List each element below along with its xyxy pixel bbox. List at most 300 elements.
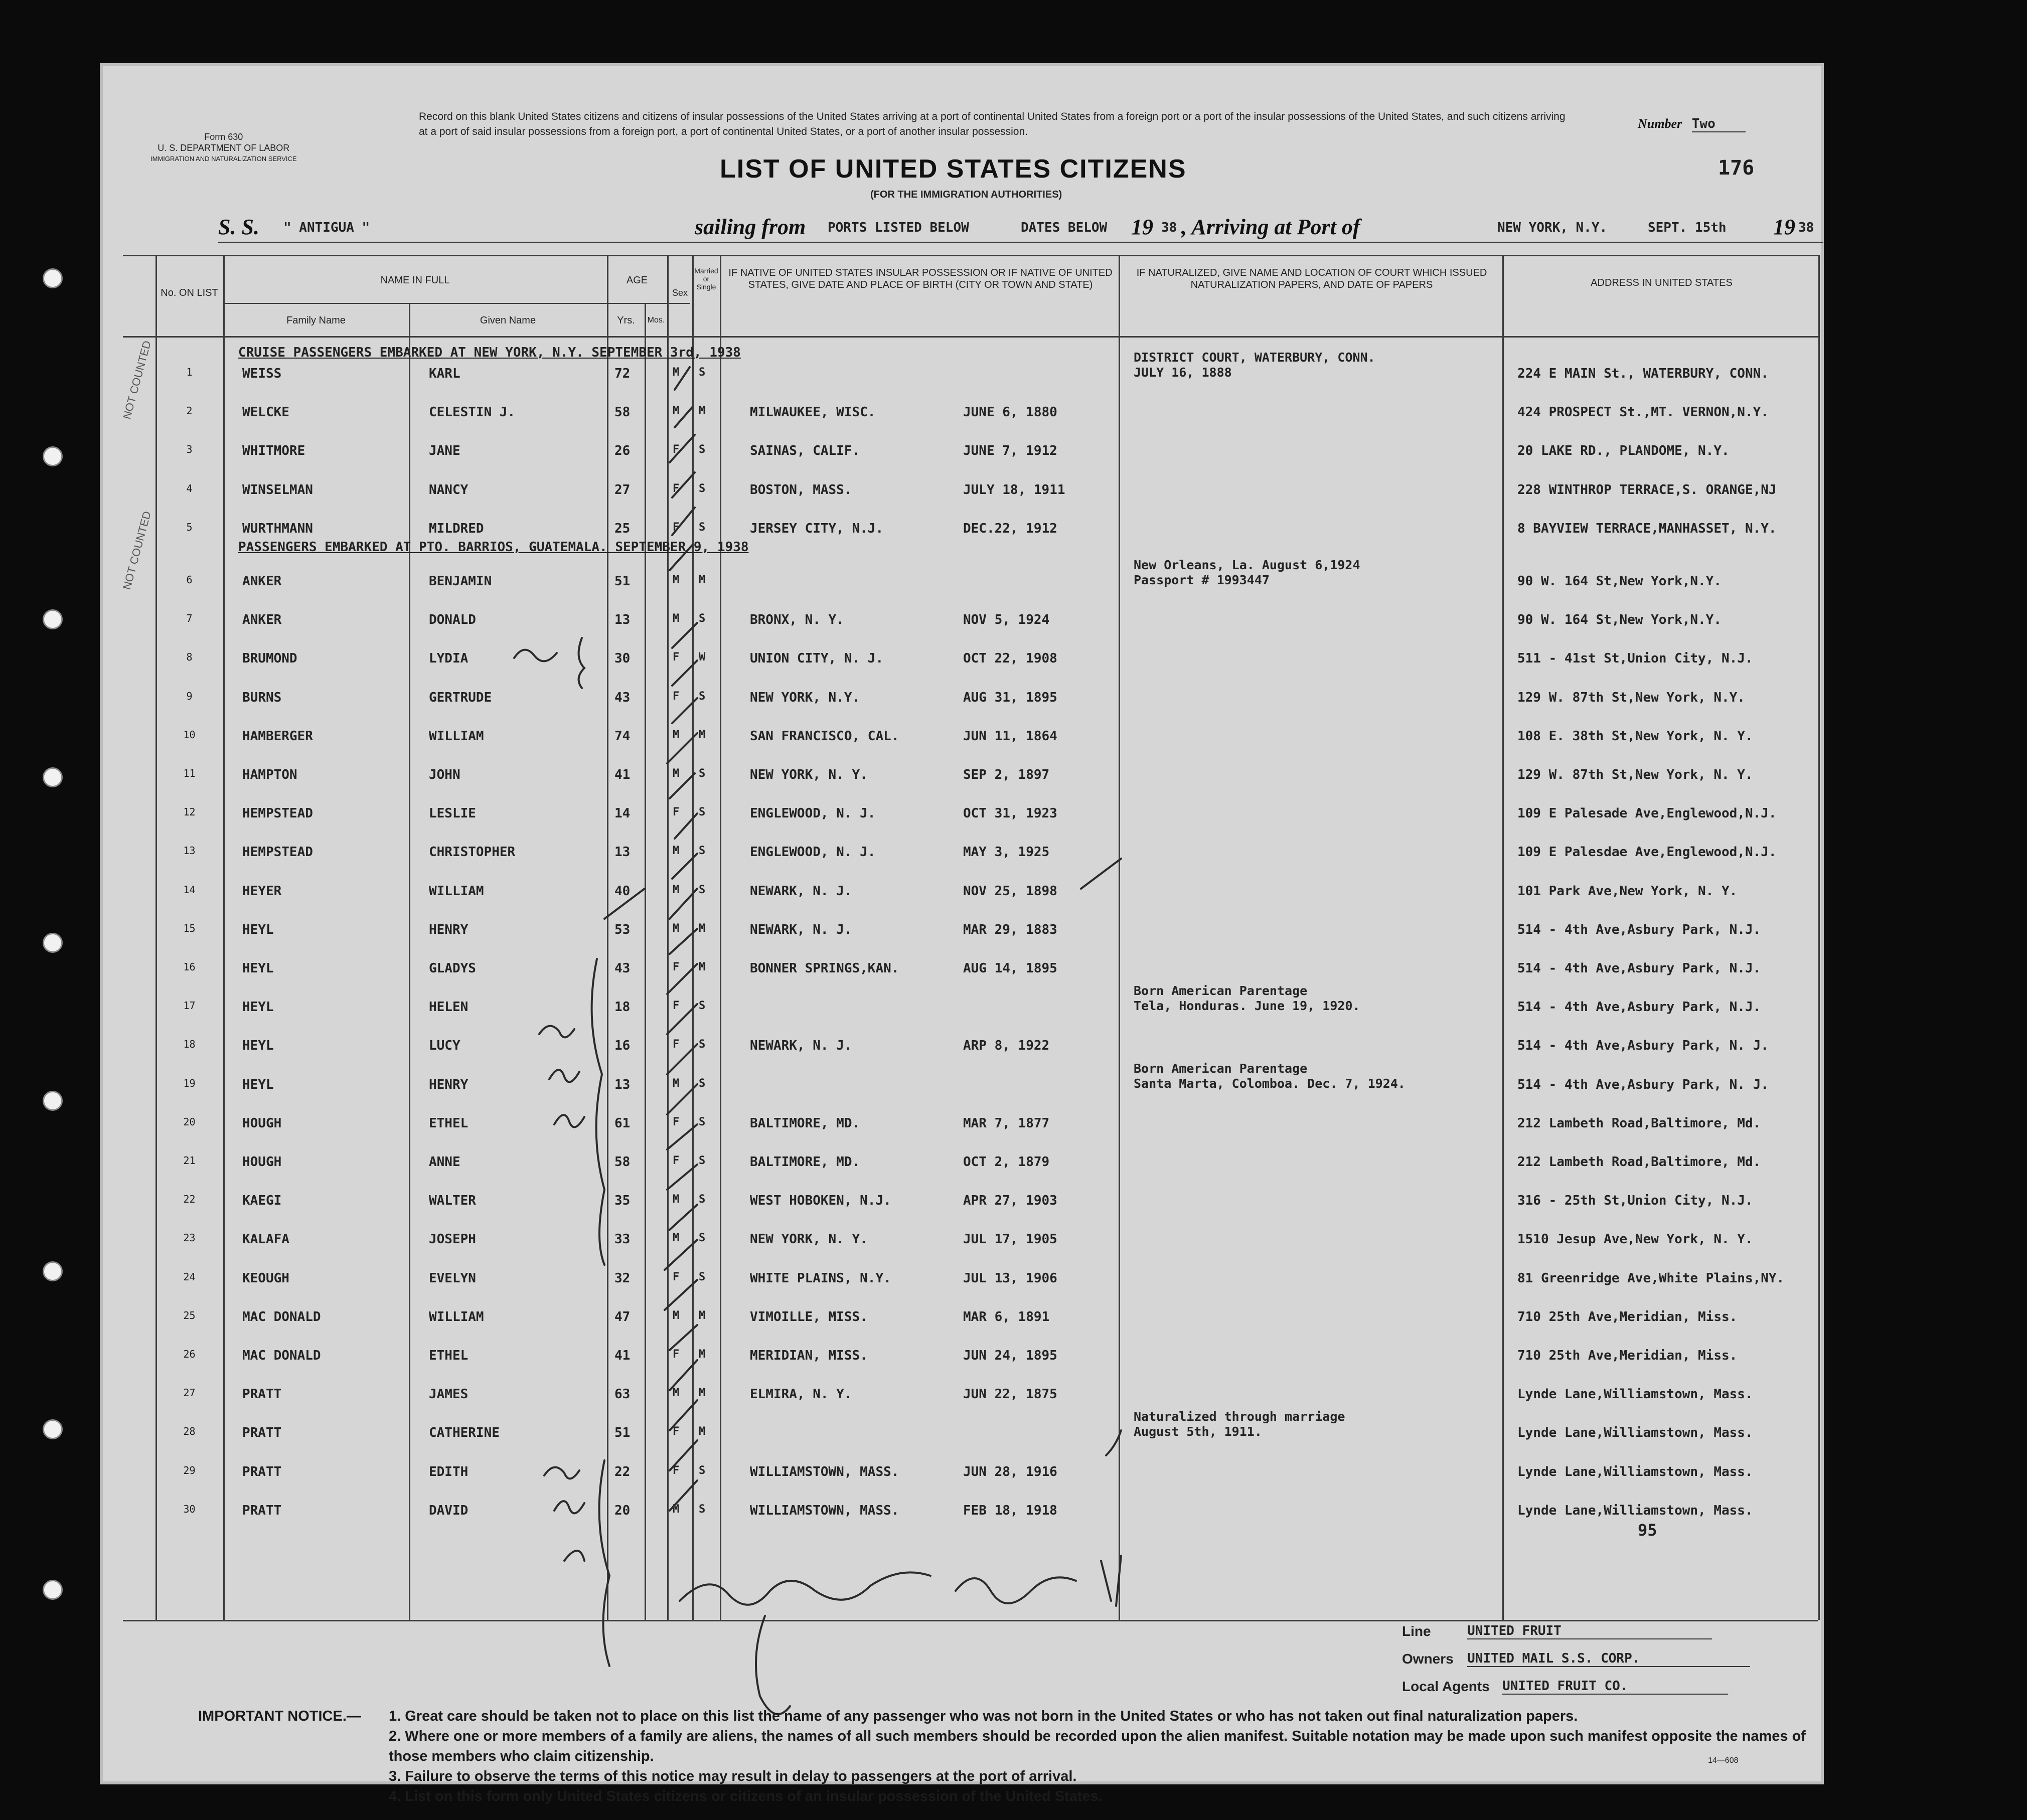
given-name: LESLIE <box>429 806 476 821</box>
binder-hole <box>43 446 63 466</box>
birth-place: SAN FRANCISCO, CAL. <box>750 728 899 744</box>
age-years: 43 <box>614 690 631 705</box>
birth-date: JUN 24, 1895 <box>963 1348 1057 1363</box>
marital-status: S <box>699 1503 706 1516</box>
marital-status: S <box>699 443 706 456</box>
agents-value: UNITED FRUIT CO. <box>1502 1679 1728 1695</box>
binder-hole <box>43 609 63 629</box>
sex: M <box>673 1387 680 1400</box>
age-years: 26 <box>614 443 631 459</box>
age-years: 47 <box>614 1309 631 1325</box>
notice-item-1: 1. Great care should be taken not to place on this list the name of any passenger who was not born in the United States or who has not taken out final naturalization papers. <box>389 1708 1578 1724</box>
address: 514 - 4th Ave,Asbury Park, N.J. <box>1517 1000 1761 1015</box>
birth-place: WILLIAMSTOWN, MASS. <box>750 1503 899 1518</box>
sex: F <box>673 690 680 703</box>
sex: M <box>673 366 680 379</box>
line-label: Line <box>1402 1623 1431 1639</box>
family-name: HEYL <box>242 961 274 976</box>
naturalization-note-line: Born American Parentage <box>1134 1061 1308 1076</box>
birth-place: JERSEY CITY, N.J. <box>750 521 884 536</box>
col-no-on-list: No. ON LIST <box>161 287 218 298</box>
given-name: LUCY <box>429 1038 460 1054</box>
ship-name: " ANTIGUA " <box>283 220 370 235</box>
marital-status: S <box>699 1000 706 1013</box>
family-name: HEYL <box>242 1077 274 1092</box>
row-number: 3 <box>186 443 193 456</box>
given-name: WILLIAM <box>429 728 484 744</box>
age-years: 30 <box>614 651 631 667</box>
birth-date: ARP 8, 1922 <box>963 1038 1050 1054</box>
section-cruise: CRUISE PASSENGERS EMBARKED AT NEW YORK, N.Y. SEPTEMBER 3rd, 1938 <box>238 345 741 360</box>
age-years: 13 <box>614 1077 631 1092</box>
family-name: HEYL <box>242 922 274 937</box>
marital-status: S <box>699 1038 706 1051</box>
marital-status: S <box>699 482 706 495</box>
birth-place: MERIDIAN, MISS. <box>750 1348 868 1363</box>
number-label: Number <box>1638 116 1682 131</box>
age-years: 25 <box>614 521 631 536</box>
address: 514 - 4th Ave,Asbury Park, N. J. <box>1517 1038 1769 1054</box>
row-number: 27 <box>183 1387 196 1399</box>
sex: F <box>673 961 680 973</box>
family-name: KAEGI <box>242 1193 282 1209</box>
marital-status: S <box>699 767 706 780</box>
arrival-date: SEPT. 15th <box>1648 220 1727 235</box>
row-number: 18 <box>183 1038 196 1051</box>
address: 101 Park Ave,New York, N. Y. <box>1517 883 1738 899</box>
family-name: PRATT <box>242 1464 282 1479</box>
sex: F <box>673 1000 680 1013</box>
sex: M <box>673 1503 680 1516</box>
birth-place: BRONX, N. Y. <box>750 612 844 628</box>
page-title: LIST OF UNITED STATES CITIZENS <box>720 154 1187 184</box>
given-name: ETHEL <box>429 1348 469 1363</box>
birth-date: JUN 22, 1875 <box>963 1387 1057 1402</box>
agents-label: Local Agents <box>1402 1679 1490 1694</box>
birth-date: JUN 11, 1864 <box>963 728 1057 744</box>
birth-date: AUG 31, 1895 <box>963 690 1057 705</box>
family-name: HAMPTON <box>242 767 297 782</box>
given-name: JOHN <box>429 767 460 782</box>
row-number: 7 <box>186 612 193 625</box>
age-years: 22 <box>614 1464 631 1479</box>
age-years: 40 <box>614 883 631 899</box>
row-number: 15 <box>183 922 196 934</box>
age-years: 16 <box>614 1038 631 1054</box>
birth-place: UNION CITY, N. J. <box>750 651 884 667</box>
birth-date: JUNE 7, 1912 <box>963 443 1057 459</box>
birth-date: JUL 13, 1906 <box>963 1270 1057 1286</box>
given-name: KARL <box>429 366 460 381</box>
age-years: 32 <box>614 1270 631 1286</box>
address: Lynde Lane,Williamstown, Mass. <box>1517 1503 1753 1518</box>
sex: F <box>673 1115 680 1128</box>
age-years: 74 <box>614 728 631 744</box>
age-years: 14 <box>614 806 631 821</box>
row-number: 1 <box>186 366 193 378</box>
age-years: 72 <box>614 366 631 381</box>
family-name: PRATT <box>242 1503 282 1518</box>
row-number: 9 <box>186 690 193 702</box>
marital-status: S <box>699 1464 706 1477</box>
sex: M <box>673 1232 680 1245</box>
family-name: HEYL <box>242 1000 274 1015</box>
age-years: 13 <box>614 845 631 860</box>
naturalization-note-line: JULY 16, 1888 <box>1134 365 1232 380</box>
birth-date: JULY 18, 1911 <box>963 482 1065 498</box>
department-name: U. S. DEPARTMENT OF LABOR <box>158 143 290 153</box>
owners-value: UNITED MAIL S.S. CORP. <box>1467 1651 1750 1667</box>
col-age-months: Mos. <box>647 316 665 324</box>
row-number: 8 <box>186 651 193 664</box>
naturalization-note-line: August 5th, 1911. <box>1134 1424 1262 1439</box>
year1-prefix: 19 <box>1131 215 1153 239</box>
sex: M <box>673 1077 680 1090</box>
row-number: 24 <box>183 1270 196 1283</box>
family-name: HAMBERGER <box>242 728 313 744</box>
section-barrios: PASSENGERS EMBARKED AT PTO. BARRIOS, GUATEMALA. SEPTEMBER 9, 1938 <box>238 540 749 555</box>
given-name: CHRISTOPHER <box>429 845 516 860</box>
address: 109 E Palesdae Ave,Englewood,N.J. <box>1517 845 1777 860</box>
col-given-name: Given Name <box>480 315 536 326</box>
address: Lynde Lane,Williamstown, Mass. <box>1517 1387 1753 1402</box>
family-name: HOUGH <box>242 1115 282 1131</box>
sex: M <box>673 1193 680 1206</box>
given-name: GLADYS <box>429 961 476 976</box>
address: 710 25th Ave,Meridian, Miss. <box>1517 1348 1738 1363</box>
birth-place: ENGLEWOOD, N. J. <box>750 845 876 860</box>
marital-status: S <box>699 883 706 896</box>
birth-place: NEWARK, N. J. <box>750 1038 852 1054</box>
page-subtitle: (FOR THE IMMIGRATION AUTHORITIES) <box>870 189 1062 200</box>
address: 81 Greenridge Ave,White Plains,NY. <box>1517 1270 1785 1286</box>
address: 514 - 4th Ave,Asbury Park, N.J. <box>1517 961 1761 976</box>
family-name: HEMPSTEAD <box>242 845 313 860</box>
family-name: KEOUGH <box>242 1270 289 1286</box>
row-number: 14 <box>183 883 196 896</box>
row-number: 22 <box>183 1193 196 1206</box>
row-number: 10 <box>183 728 196 741</box>
row-number: 16 <box>183 961 196 973</box>
ss-label: S. S. <box>218 215 259 239</box>
family-name: WINSELMAN <box>242 482 313 498</box>
given-name: JANE <box>429 443 460 459</box>
owners-field <box>1402 1651 1640 1667</box>
marital-status: S <box>699 1270 706 1283</box>
row-number: 6 <box>186 574 193 586</box>
arriving-label: , Arriving at Port of <box>1181 215 1360 239</box>
age-years: 20 <box>614 1503 631 1518</box>
row-number: 30 <box>183 1503 196 1515</box>
marital-status: S <box>699 521 706 534</box>
given-name: NANCY <box>429 482 469 498</box>
notice-item-3: 3. Failure to observe the terms of this notice may result in delay to passengers at the port of arrival. <box>389 1768 1077 1784</box>
marital-status: S <box>699 1115 706 1128</box>
marital-status: S <box>699 1193 706 1206</box>
sex: F <box>673 1154 680 1167</box>
address: 90 W. 164 St,New York,N.Y. <box>1517 574 1722 589</box>
birth-date: SEP 2, 1897 <box>963 767 1050 782</box>
family-name: KALAFA <box>242 1232 289 1247</box>
address: Lynde Lane,Williamstown, Mass. <box>1517 1464 1753 1479</box>
year1: 38 <box>1161 220 1177 235</box>
birth-date: MAR 29, 1883 <box>963 922 1057 937</box>
agents-field <box>1402 1679 1628 1695</box>
address: 212 Lambeth Road,Baltimore, Md. <box>1517 1115 1761 1131</box>
birth-date: NOV 25, 1898 <box>963 883 1057 899</box>
birth-date: NOV 5, 1924 <box>963 612 1050 628</box>
year2-prefix: 19 <box>1773 215 1795 239</box>
marital-status: M <box>699 405 706 418</box>
given-name: JOSEPH <box>429 1232 476 1247</box>
address: 90 W. 164 St,New York,N.Y. <box>1517 612 1722 628</box>
owners-label: Owners <box>1402 1651 1454 1667</box>
page-number: 176 <box>1718 156 1755 180</box>
marital-status: S <box>699 366 706 379</box>
given-name: DAVID <box>429 1503 469 1518</box>
age-years: 58 <box>614 1154 631 1170</box>
birth-place: ENGLEWOOD, N. J. <box>750 806 876 821</box>
marital-status: S <box>699 1232 706 1245</box>
sex: F <box>673 1425 680 1438</box>
age-years: 18 <box>614 1000 631 1015</box>
row-number: 13 <box>183 845 196 857</box>
sailing-dates: DATES BELOW <box>1021 220 1108 235</box>
marital-status: M <box>699 574 706 586</box>
given-name: EVELYN <box>429 1270 476 1286</box>
sex: F <box>673 1270 680 1283</box>
age-years: 41 <box>614 767 631 782</box>
sex: F <box>673 521 680 534</box>
given-name: WILLIAM <box>429 1309 484 1325</box>
birth-date: OCT 22, 1908 <box>963 651 1057 667</box>
row-number: 28 <box>183 1425 196 1438</box>
given-name: EDITH <box>429 1464 469 1479</box>
row-number: 25 <box>183 1309 196 1321</box>
col-name-in-full: NAME IN FULL <box>380 275 450 286</box>
given-name: ETHEL <box>429 1115 469 1131</box>
age-years: 33 <box>614 1232 631 1247</box>
marital-status: S <box>699 690 706 703</box>
birth-date: AUG 14, 1895 <box>963 961 1057 976</box>
address: 316 - 25th St,Union City, N.J. <box>1517 1193 1753 1209</box>
row-number: 17 <box>183 1000 196 1012</box>
binder-hole <box>43 268 63 288</box>
given-name: CATHERINE <box>429 1425 500 1441</box>
birth-place: VIMOILLE, MISS. <box>750 1309 868 1325</box>
sex: M <box>673 574 680 586</box>
row-number: 26 <box>183 1348 196 1360</box>
marital-status: S <box>699 1077 706 1090</box>
marital-status: M <box>699 1425 706 1438</box>
sex: M <box>673 1309 680 1322</box>
birth-date: MAR 6, 1891 <box>963 1309 1050 1325</box>
row-number: 29 <box>183 1464 196 1476</box>
sex: F <box>673 1038 680 1051</box>
naturalization-note-line: Tela, Honduras. June 19, 1920. <box>1134 999 1360 1014</box>
address: 514 - 4th Ave,Asbury Park, N.J. <box>1517 922 1761 937</box>
naturalization-note-line: New Orleans, La. August 6,1924 <box>1134 558 1360 572</box>
given-name: BENJAMIN <box>429 574 492 589</box>
birth-place: WILLIAMSTOWN, MASS. <box>750 1464 899 1479</box>
arrival-port: NEW YORK, N.Y. <box>1497 220 1608 235</box>
marital-status: M <box>699 1309 706 1322</box>
col-age-years: Yrs. <box>617 315 635 326</box>
marital-status: M <box>699 1387 706 1400</box>
birth-place: WEST HOBOKEN, N.J. <box>750 1193 891 1209</box>
binder-hole <box>43 1091 63 1111</box>
col-address: ADDRESS IN UNITED STATES <box>1591 277 1733 288</box>
age-years: 51 <box>614 574 631 589</box>
marital-status: M <box>699 961 706 973</box>
address: 224 E MAIN St., WATERBURY, CONN. <box>1517 366 1769 381</box>
handwritten-marks <box>103 66 1821 1781</box>
family-name: MAC DONALD <box>242 1348 321 1363</box>
naturalization-note-line: Santa Marta, Colomboa. Dec. 7, 1924. <box>1134 1076 1406 1091</box>
col-married: Married or Single <box>694 267 718 291</box>
given-name: HENRY <box>429 922 469 937</box>
given-name: GERTRUDE <box>429 690 492 705</box>
family-name: BURNS <box>242 690 282 705</box>
sex: F <box>673 806 680 819</box>
row-number: 5 <box>186 521 193 533</box>
family-name: WELCKE <box>242 405 289 420</box>
family-name: PRATT <box>242 1425 282 1441</box>
binder-hole <box>43 1419 63 1439</box>
form-code: 14—608 <box>1708 1756 1739 1765</box>
row-number: 19 <box>183 1077 196 1089</box>
notice-heading: IMPORTANT NOTICE.— <box>198 1708 361 1724</box>
marital-status: S <box>699 806 706 819</box>
row-number: 23 <box>183 1232 196 1244</box>
naturalization-note-line: Naturalized through marriage <box>1134 1409 1345 1424</box>
birth-place: BALTIMORE, MD. <box>750 1154 860 1170</box>
marital-status: M <box>699 922 706 935</box>
given-name: WILLIAM <box>429 883 484 899</box>
page-count-note: 95 <box>1638 1521 1657 1540</box>
sex: M <box>673 883 680 896</box>
number-value: Two <box>1692 116 1746 132</box>
sex: F <box>673 443 680 456</box>
form-number: Form 630 <box>204 132 243 142</box>
family-name: BRUMOND <box>242 651 297 667</box>
birth-place: BALTIMORE, MD. <box>750 1115 860 1131</box>
age-years: 41 <box>614 1348 631 1363</box>
given-name: JAMES <box>429 1387 469 1402</box>
birth-date: DEC.22, 1912 <box>963 521 1057 536</box>
age-years: 27 <box>614 482 631 498</box>
birth-date: JUL 17, 1905 <box>963 1232 1057 1247</box>
birth-place: BOSTON, MASS. <box>750 482 852 498</box>
family-name: HOUGH <box>242 1154 282 1170</box>
given-name: DONALD <box>429 612 476 628</box>
row-number: 4 <box>186 482 193 494</box>
given-name: MILDRED <box>429 521 484 536</box>
year2: 38 <box>1798 220 1814 235</box>
birth-date: JUNE 6, 1880 <box>963 405 1057 420</box>
col-family-name: Family Name <box>286 315 346 326</box>
birth-place: NEW YORK, N. Y. <box>750 767 868 782</box>
given-name: ANNE <box>429 1154 460 1170</box>
sex: M <box>673 612 680 625</box>
family-name: HEYER <box>242 883 282 899</box>
sex: F <box>673 482 680 495</box>
family-name: HEYL <box>242 1038 274 1054</box>
sex: F <box>673 1348 680 1361</box>
birth-place: BONNER SPRINGS,KAN. <box>750 961 899 976</box>
line-field <box>1402 1623 1562 1639</box>
address: Lynde Lane,Williamstown, Mass. <box>1517 1425 1753 1441</box>
family-name: WHITMORE <box>242 443 305 459</box>
address: 212 Lambeth Road,Baltimore, Md. <box>1517 1154 1761 1170</box>
birth-place: NEWARK, N. J. <box>750 883 852 899</box>
naturalization-note-line: DISTRICT COURT, WATERBURY, CONN. <box>1134 350 1375 365</box>
col-naturalized: IF NATURALIZED, GIVE NAME AND LOCATION OF COURT WHICH ISSUED NATURALIZATION PAPERS, AND DATE OF PAPERS <box>1136 267 1487 290</box>
birth-place: NEWARK, N. J. <box>750 922 852 937</box>
sex: M <box>673 845 680 858</box>
sex: M <box>673 728 680 741</box>
marital-status: M <box>699 1348 706 1361</box>
marital-status: M <box>699 728 706 741</box>
address: 424 PROSPECT St.,MT. VERNON,N.Y. <box>1517 405 1769 420</box>
birth-place: SAINAS, CALIF. <box>750 443 860 459</box>
manifest-page <box>103 66 1821 1804</box>
family-name: HEMPSTEAD <box>242 806 313 821</box>
address: 710 25th Ave,Meridian, Miss. <box>1517 1309 1738 1325</box>
age-years: 43 <box>614 961 631 976</box>
marital-status: S <box>699 612 706 625</box>
not-counted-stamp: NOT COUNTED <box>120 339 153 421</box>
sex: M <box>673 767 680 780</box>
birth-place: WHITE PLAINS, N.Y. <box>750 1270 891 1286</box>
age-years: 63 <box>614 1387 631 1402</box>
not-counted-stamp: NOT COUNTED <box>120 510 153 591</box>
row-number: 20 <box>183 1115 196 1128</box>
col-age: AGE <box>626 275 648 286</box>
birth-place: NEW YORK, N. Y. <box>750 1232 868 1247</box>
given-name: HENRY <box>429 1077 469 1092</box>
row-number: 11 <box>183 767 196 779</box>
col-birth: IF NATIVE OF UNITED STATES INSULAR POSSESSION OR IF NATIVE OF UNITED STATES, GIVE DATE AND PLACE OF BIRTH (CITY OR TOWN AND STATE) <box>728 267 1113 290</box>
family-name: ANKER <box>242 574 282 589</box>
address: 129 W. 87th St,New York, N.Y. <box>1517 690 1745 705</box>
row-number: 2 <box>186 405 193 417</box>
binder-hole <box>43 1580 63 1600</box>
sailing-label: sailing from <box>695 215 806 239</box>
address: 1510 Jesup Ave,New York, N. Y. <box>1517 1232 1753 1247</box>
age-years: 61 <box>614 1115 631 1131</box>
birth-place: ELMIRA, N. Y. <box>750 1387 852 1402</box>
address: 8 BAYVIEW TERRACE,MANHASSET, N.Y. <box>1517 521 1777 536</box>
birth-place: MILWAUKEE, WISC. <box>750 405 876 420</box>
sex: M <box>673 405 680 418</box>
naturalization-note-line: Born American Parentage <box>1134 983 1308 999</box>
family-name: ANKER <box>242 612 282 628</box>
row-number: 21 <box>183 1154 196 1167</box>
address: 108 E. 38th St,New York, N. Y. <box>1517 728 1753 744</box>
age-years: 51 <box>614 1425 631 1441</box>
marital-status: W <box>699 651 706 664</box>
address: 129 W. 87th St,New York, N. Y. <box>1517 767 1753 782</box>
notice-item-2: 2. Where one or more members of a family are aliens, the names of all such members should be recorded upon the alien manifest. Suitable notation may be made upon such manifest opposite the names of those members who claim citizenship. <box>389 1728 1806 1764</box>
address: 109 E Palesade Ave,Englewood,N.J. <box>1517 806 1777 821</box>
address: 228 WINTHROP TERRACE,S. ORANGE,NJ <box>1517 482 1777 498</box>
birth-date: MAY 3, 1925 <box>963 845 1050 860</box>
age-years: 58 <box>614 405 631 420</box>
age-years: 13 <box>614 612 631 628</box>
birth-date: MAR 7, 1877 <box>963 1115 1050 1131</box>
family-name: PRATT <box>242 1387 282 1402</box>
